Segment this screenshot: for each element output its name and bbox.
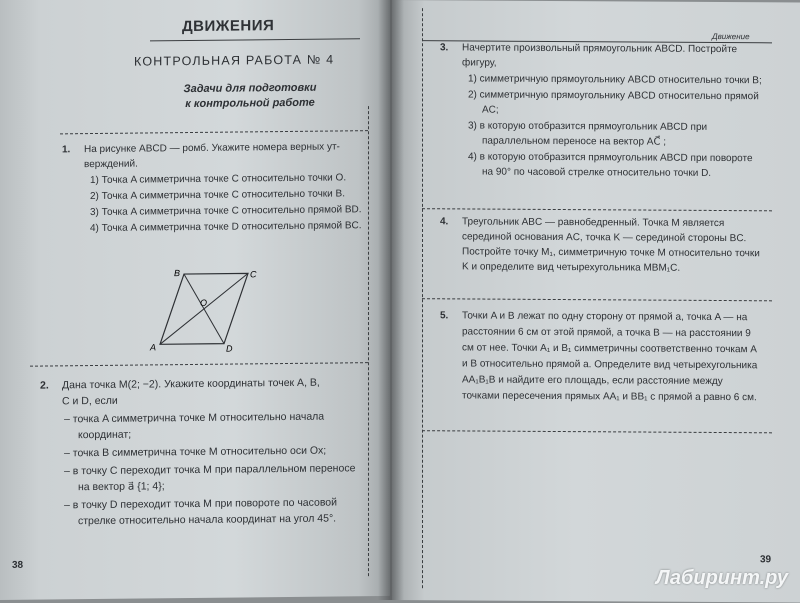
watermark-text: абиринт.ру: [669, 567, 788, 589]
subtitle-line-1: Задачи для подготовки: [183, 81, 317, 96]
task-number: 2.: [40, 379, 49, 392]
task-number: 4.: [440, 216, 449, 228]
task-option: 3) Точка A симметрична точке C относительно прямой BD.: [90, 204, 362, 219]
task-text: Начертите произвольный прямоугольник ABCD. Постройте фигуру,: [462, 42, 738, 69]
task-text: Точки A и B лежат по одну сторону от прямой a, точка A — на расстоянии 6 см от этой прямой, а точка B — на расстоянии 9 см от нее. Точки A₁ и B₁ симметричны соответственно точкам A и B относительно прямой a. Определите вид четырехугольника AA₁B₁B и найдите его площадь, если расстояние между точками пересечения прямых AA₁ и BB₁ с прямой a равно 6 см.: [462, 310, 758, 404]
task-1: [62, 139, 364, 236]
task-5: [440, 308, 762, 406]
chapter-rule: [150, 38, 360, 41]
page-number-right: 39: [760, 554, 772, 566]
subtitle: [150, 80, 350, 112]
task-text: На рисунке ABCD — ромб. Укажите номера верных ут-: [84, 141, 340, 156]
watermark: [656, 567, 788, 590]
task-option: 2) симметричную прямоугольнику ABCD относительно прямой AC;: [468, 89, 759, 116]
task-2: [40, 374, 362, 529]
vertex-label-b: B: [174, 268, 181, 279]
task-separator: [60, 130, 368, 134]
right-page: [392, 0, 800, 602]
task-option: 1) симметричную прямоугольнику ABCD относительно точки B;: [468, 73, 762, 87]
running-head: Движение: [712, 31, 750, 42]
chapter-title: ДВИЖЕНИЯ: [182, 17, 275, 36]
task-text: Треугольник ABC — равнобедренный. Точка M является серединой основания AC, точка K — серединой стороны BC. Постройте точку M₁, симметричную точке M относительно точки K и определите вид четырехугольника MBM₁C.: [462, 216, 760, 274]
task-option: 1) Точка A симметрична точке C относительно точки O.: [90, 172, 347, 187]
task-separator: [422, 430, 772, 433]
task-condition: – в точку D переходит точка M при повороте по часовой стрелке относительно начала координат на угол 45°.: [64, 496, 338, 528]
task-4: [440, 214, 762, 276]
task-number: 5.: [440, 310, 449, 322]
task-option: 2) Точка A симметрична точке C относительно точки B.: [90, 188, 345, 203]
task-condition: – точка B симметрична точке M относительно оси Ox;: [64, 444, 327, 460]
diagonal-bd: [184, 274, 224, 344]
task-option: 3) в которую отобразится прямоугольник ABCD при параллельном переносе на вектор AC⃗ ;: [468, 120, 708, 148]
task-number: 1.: [62, 144, 71, 156]
task-condition: – точка A симметрична точке M относительно начала координат;: [64, 410, 325, 442]
page-number-left: 38: [12, 559, 24, 571]
task-separator: [30, 362, 368, 367]
left-dashed-margin: [368, 106, 369, 576]
rhombus-figure: [150, 265, 257, 356]
task-condition: – в точку C переходит точка M при параллельном переносе на вектор a⃗ {1; 4};: [64, 462, 356, 494]
task-text: C и D, если: [62, 394, 118, 408]
task-number: 3.: [440, 42, 449, 54]
center-label-o: O: [200, 297, 208, 308]
vertex-label-c: C: [250, 269, 257, 280]
vertex-label-d: D: [226, 343, 233, 354]
vertex-label-a: A: [150, 342, 157, 353]
task-text: Дана точка M(2; −2). Укажите координаты точек A, B,: [62, 376, 320, 392]
left-page: [0, 0, 390, 600]
task-option: 4) в которую отобразится прямоугольник ABCD при повороте на 90° по часовой стрелке относительно точки D.: [468, 151, 753, 179]
task-separator: [422, 208, 772, 211]
watermark-logo: Л: [655, 567, 670, 589]
test-title: КОНТРОЛЬНАЯ РАБОТА № 4: [134, 52, 335, 69]
task-3: [440, 40, 762, 181]
task-separator: [422, 298, 772, 301]
subtitle-line-2: к контрольной работе: [185, 96, 315, 111]
task-option: 4) Точка A симметрична точке D относительно прямой BC.: [90, 220, 362, 235]
book-gutter: [378, 0, 404, 600]
task-text: верждений.: [84, 158, 138, 171]
